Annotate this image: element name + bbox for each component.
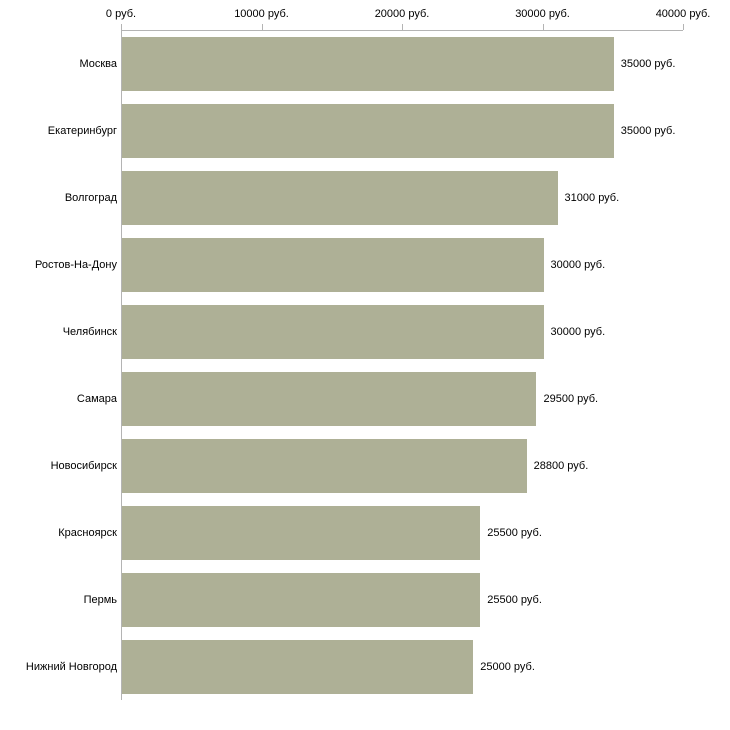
x-tick-mark [402, 24, 403, 30]
bar[interactable] [122, 506, 480, 560]
bar[interactable] [122, 372, 536, 426]
x-tick-mark [543, 24, 544, 30]
category-label: Новосибирск [50, 459, 117, 472]
bar[interactable] [122, 37, 614, 91]
category-label: Нижний Новгород [25, 660, 117, 673]
bar[interactable] [122, 171, 558, 225]
bar[interactable] [122, 640, 473, 694]
bar-value-label: 25500 руб. [487, 526, 542, 539]
bar-value-label: 25000 руб. [480, 660, 535, 673]
x-tick-label: 10000 руб. [234, 8, 289, 20]
x-tick-mark [683, 24, 684, 30]
bar-value-label: 30000 руб. [550, 326, 606, 339]
x-tick-mark [262, 24, 263, 30]
bar[interactable] [122, 238, 544, 292]
x-tick-label: 20000 руб. [374, 8, 430, 20]
bar-value-label: 29500 руб. [543, 392, 599, 405]
x-tick-label: 30000 руб. [515, 8, 570, 20]
bar-value-label: 35000 руб. [620, 125, 676, 138]
category-label: Москва [79, 58, 117, 71]
x-axis-line [121, 30, 683, 31]
category-label: Челябинск [62, 326, 117, 339]
bar-value-label: 25500 руб. [487, 593, 542, 606]
bar[interactable] [122, 305, 544, 359]
bar-value-label: 31000 руб. [564, 192, 620, 205]
bar[interactable] [122, 573, 480, 627]
x-tick-label: 0 руб. [105, 8, 137, 20]
category-label: Екатеринбург [47, 125, 117, 138]
bar-value-label: 30000 руб. [550, 259, 606, 272]
category-label: Волгоград [64, 192, 117, 205]
bar-value-label: 35000 руб. [620, 58, 676, 71]
category-label: Пермь [83, 593, 117, 606]
bar-value-label: 28800 руб. [533, 459, 589, 472]
category-label: Самара [76, 392, 117, 405]
bar[interactable] [122, 439, 527, 493]
category-label: Ростов-На-Дону [34, 259, 117, 272]
bar[interactable] [122, 104, 614, 158]
category-label: Красноярск [58, 526, 117, 539]
x-tick-mark [121, 24, 122, 30]
x-tick-label: 40000 руб. [655, 8, 711, 20]
